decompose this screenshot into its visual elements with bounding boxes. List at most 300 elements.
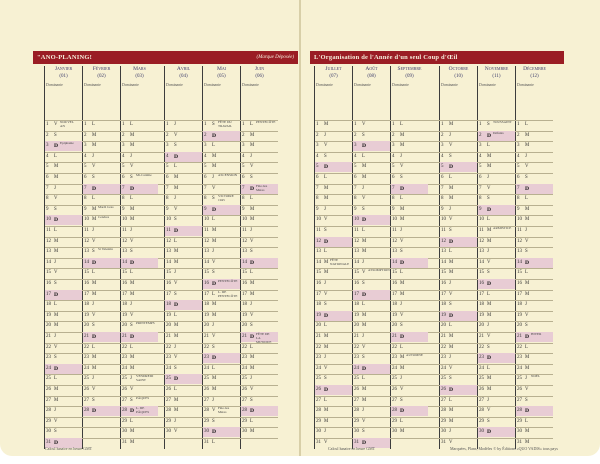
day-cell[interactable] <box>45 205 82 215</box>
day-cell[interactable] <box>391 173 428 183</box>
day-cell[interactable] <box>165 332 202 342</box>
day-cell[interactable] <box>83 194 120 204</box>
day-cell[interactable] <box>478 141 515 151</box>
day-cell[interactable] <box>241 131 278 141</box>
day-cell[interactable] <box>440 268 477 278</box>
day-cell[interactable] <box>391 406 428 416</box>
day-cell[interactable] <box>315 247 352 257</box>
day-cell[interactable] <box>516 268 553 278</box>
day-cell[interactable] <box>121 205 158 215</box>
day-cell[interactable] <box>440 215 477 225</box>
day-cell[interactable] <box>203 396 240 406</box>
day-cell[interactable] <box>391 417 428 427</box>
day-cell[interactable] <box>516 215 553 225</box>
day-cell[interactable] <box>315 321 352 331</box>
day-cell[interactable] <box>45 321 82 331</box>
day-cell[interactable] <box>83 205 120 215</box>
day-cell[interactable] <box>391 247 428 257</box>
day-cell[interactable] <box>391 332 428 342</box>
day-cell[interactable] <box>83 353 120 363</box>
day-cell[interactable] <box>391 321 428 331</box>
day-cell[interactable] <box>440 141 477 151</box>
day-cell[interactable] <box>83 406 120 416</box>
day-cell[interactable] <box>165 152 202 162</box>
day-cell[interactable] <box>478 162 515 172</box>
day-cell[interactable] <box>516 141 553 151</box>
day-cell[interactable] <box>315 215 352 225</box>
day-cell[interactable] <box>516 300 553 310</box>
day-cell[interactable] <box>391 215 428 225</box>
day-cell[interactable] <box>440 353 477 363</box>
day-cell[interactable] <box>516 184 553 194</box>
day-cell[interactable] <box>516 205 553 215</box>
day-cell[interactable] <box>83 120 120 130</box>
day-cell[interactable] <box>121 237 158 247</box>
day-cell[interactable] <box>516 120 553 130</box>
day-cell[interactable] <box>165 194 202 204</box>
day-cell[interactable] <box>203 194 240 204</box>
day-cell[interactable] <box>440 374 477 384</box>
day-cell[interactable] <box>516 321 553 331</box>
day-cell[interactable] <box>121 120 158 130</box>
day-cell[interactable] <box>516 290 553 300</box>
day-cell[interactable] <box>203 438 240 448</box>
day-cell[interactable] <box>391 237 428 247</box>
day-cell[interactable] <box>203 353 240 363</box>
day-cell[interactable] <box>203 332 240 342</box>
day-cell[interactable] <box>121 417 158 427</box>
day-cell[interactable] <box>45 162 82 172</box>
day-cell[interactable] <box>241 152 278 162</box>
day-cell[interactable] <box>315 311 352 321</box>
day-cell[interactable] <box>478 385 515 395</box>
day-cell[interactable] <box>315 353 352 363</box>
day-cell[interactable] <box>391 141 428 151</box>
day-cell[interactable] <box>241 343 278 353</box>
day-cell[interactable] <box>121 321 158 331</box>
day-cell[interactable] <box>353 417 390 427</box>
day-cell[interactable] <box>353 173 390 183</box>
day-cell[interactable] <box>353 353 390 363</box>
day-cell[interactable] <box>440 194 477 204</box>
day-cell[interactable] <box>516 364 553 374</box>
day-cell[interactable] <box>478 364 515 374</box>
day-cell[interactable] <box>203 237 240 247</box>
day-cell[interactable] <box>315 194 352 204</box>
day-cell[interactable] <box>121 438 158 448</box>
day-cell[interactable] <box>121 184 158 194</box>
day-cell[interactable] <box>478 353 515 363</box>
day-cell[interactable] <box>353 226 390 236</box>
day-cell[interactable] <box>440 364 477 374</box>
day-cell[interactable] <box>165 374 202 384</box>
day-cell[interactable] <box>241 162 278 172</box>
day-cell[interactable] <box>203 300 240 310</box>
day-cell[interactable] <box>391 152 428 162</box>
day-cell[interactable] <box>83 258 120 268</box>
day-cell[interactable] <box>45 417 82 427</box>
day-cell[interactable] <box>241 279 278 289</box>
day-cell[interactable] <box>478 300 515 310</box>
day-cell[interactable] <box>165 141 202 151</box>
day-cell[interactable] <box>353 237 390 247</box>
day-cell[interactable] <box>45 120 82 130</box>
day-cell[interactable] <box>391 343 428 353</box>
day-cell[interactable] <box>315 184 352 194</box>
day-cell[interactable] <box>165 247 202 257</box>
day-cell[interactable] <box>203 406 240 416</box>
day-cell[interactable] <box>121 406 158 416</box>
day-cell[interactable] <box>83 141 120 151</box>
day-cell[interactable] <box>241 406 278 416</box>
day-cell[interactable] <box>121 374 158 384</box>
day-cell[interactable] <box>165 173 202 183</box>
day-cell[interactable] <box>478 406 515 416</box>
day-cell[interactable] <box>203 311 240 321</box>
day-cell[interactable] <box>516 353 553 363</box>
day-cell[interactable] <box>353 300 390 310</box>
day-cell[interactable] <box>516 417 553 427</box>
day-cell[interactable] <box>391 194 428 204</box>
day-cell[interactable] <box>121 364 158 374</box>
day-cell[interactable] <box>516 343 553 353</box>
day-cell[interactable] <box>83 396 120 406</box>
day-cell[interactable] <box>391 353 428 363</box>
day-cell[interactable] <box>203 258 240 268</box>
day-cell[interactable] <box>478 290 515 300</box>
day-cell[interactable] <box>315 385 352 395</box>
day-cell[interactable] <box>45 364 82 374</box>
day-cell[interactable] <box>165 417 202 427</box>
day-cell[interactable] <box>353 311 390 321</box>
day-cell[interactable] <box>241 374 278 384</box>
day-cell[interactable] <box>83 237 120 247</box>
day-cell[interactable] <box>45 152 82 162</box>
day-cell[interactable] <box>83 321 120 331</box>
day-cell[interactable] <box>83 184 120 194</box>
day-cell[interactable] <box>440 417 477 427</box>
day-cell[interactable] <box>353 406 390 416</box>
day-cell[interactable] <box>516 173 553 183</box>
day-cell[interactable] <box>45 311 82 321</box>
day-cell[interactable] <box>516 237 553 247</box>
day-cell[interactable] <box>440 406 477 416</box>
day-cell[interactable] <box>241 300 278 310</box>
day-cell[interactable] <box>440 131 477 141</box>
day-cell[interactable] <box>83 311 120 321</box>
day-cell[interactable] <box>353 279 390 289</box>
day-cell[interactable] <box>440 120 477 130</box>
day-cell[interactable] <box>353 152 390 162</box>
day-cell[interactable] <box>83 374 120 384</box>
day-cell[interactable] <box>315 343 352 353</box>
day-cell[interactable] <box>315 205 352 215</box>
day-cell[interactable] <box>391 385 428 395</box>
day-cell[interactable] <box>353 290 390 300</box>
day-cell[interactable] <box>45 406 82 416</box>
day-cell[interactable] <box>241 247 278 257</box>
day-cell[interactable] <box>45 353 82 363</box>
day-cell[interactable] <box>121 311 158 321</box>
day-cell[interactable] <box>83 332 120 342</box>
day-cell[interactable] <box>516 332 553 342</box>
day-cell[interactable] <box>121 427 158 437</box>
day-cell[interactable] <box>165 215 202 225</box>
day-cell[interactable] <box>165 162 202 172</box>
day-cell[interactable] <box>440 332 477 342</box>
day-cell[interactable] <box>121 396 158 406</box>
day-cell[interactable] <box>83 152 120 162</box>
day-cell[interactable] <box>391 311 428 321</box>
day-cell[interactable] <box>121 194 158 204</box>
day-cell[interactable] <box>203 427 240 437</box>
day-cell[interactable] <box>121 300 158 310</box>
day-cell[interactable] <box>440 290 477 300</box>
day-cell[interactable] <box>241 205 278 215</box>
day-cell[interactable] <box>241 194 278 204</box>
day-cell[interactable] <box>516 385 553 395</box>
day-cell[interactable] <box>478 279 515 289</box>
day-cell[interactable] <box>315 406 352 416</box>
day-cell[interactable] <box>315 237 352 247</box>
day-cell[interactable] <box>121 162 158 172</box>
day-cell[interactable] <box>165 279 202 289</box>
day-cell[interactable] <box>203 290 240 300</box>
day-cell[interactable] <box>478 427 515 437</box>
day-cell[interactable] <box>440 247 477 257</box>
day-cell[interactable] <box>440 385 477 395</box>
day-cell[interactable] <box>440 279 477 289</box>
day-cell[interactable] <box>83 162 120 172</box>
day-cell[interactable] <box>440 311 477 321</box>
day-cell[interactable] <box>353 184 390 194</box>
day-cell[interactable] <box>83 226 120 236</box>
day-cell[interactable] <box>315 364 352 374</box>
day-cell[interactable] <box>45 237 82 247</box>
day-cell[interactable] <box>203 184 240 194</box>
day-cell[interactable] <box>121 141 158 151</box>
day-cell[interactable] <box>516 226 553 236</box>
day-cell[interactable] <box>315 258 352 268</box>
day-cell[interactable] <box>203 173 240 183</box>
day-cell[interactable] <box>353 162 390 172</box>
day-cell[interactable] <box>478 332 515 342</box>
day-cell[interactable] <box>391 120 428 130</box>
day-cell[interactable] <box>241 173 278 183</box>
day-cell[interactable] <box>45 173 82 183</box>
day-cell[interactable] <box>165 237 202 247</box>
day-cell[interactable] <box>315 279 352 289</box>
day-cell[interactable] <box>440 184 477 194</box>
day-cell[interactable] <box>165 184 202 194</box>
day-cell[interactable] <box>121 290 158 300</box>
day-cell[interactable] <box>83 215 120 225</box>
day-cell[interactable] <box>83 173 120 183</box>
day-cell[interactable] <box>241 141 278 151</box>
day-cell[interactable] <box>315 141 352 151</box>
day-cell[interactable] <box>478 374 515 384</box>
day-cell[interactable] <box>516 162 553 172</box>
day-cell[interactable] <box>478 205 515 215</box>
day-cell[interactable] <box>516 427 553 437</box>
day-cell[interactable] <box>478 194 515 204</box>
day-cell[interactable] <box>516 374 553 384</box>
day-cell[interactable] <box>440 321 477 331</box>
day-cell[interactable] <box>440 300 477 310</box>
day-cell[interactable] <box>165 226 202 236</box>
day-cell[interactable] <box>353 396 390 406</box>
day-cell[interactable] <box>45 427 82 437</box>
day-cell[interactable] <box>478 120 515 130</box>
day-cell[interactable] <box>478 311 515 321</box>
day-cell[interactable] <box>45 226 82 236</box>
day-cell[interactable] <box>353 321 390 331</box>
day-cell[interactable] <box>391 184 428 194</box>
day-cell[interactable] <box>353 247 390 257</box>
day-cell[interactable] <box>353 364 390 374</box>
day-cell[interactable] <box>165 353 202 363</box>
day-cell[interactable] <box>391 226 428 236</box>
day-cell[interactable] <box>516 131 553 141</box>
day-cell[interactable] <box>241 226 278 236</box>
day-cell[interactable] <box>121 268 158 278</box>
day-cell[interactable] <box>165 343 202 353</box>
day-cell[interactable] <box>478 396 515 406</box>
day-cell[interactable] <box>203 385 240 395</box>
day-cell[interactable] <box>241 353 278 363</box>
day-cell[interactable] <box>241 290 278 300</box>
day-cell[interactable] <box>165 396 202 406</box>
day-cell[interactable] <box>516 311 553 321</box>
day-cell[interactable] <box>83 279 120 289</box>
day-cell[interactable] <box>165 427 202 437</box>
day-cell[interactable] <box>241 364 278 374</box>
day-cell[interactable] <box>353 385 390 395</box>
day-cell[interactable] <box>83 385 120 395</box>
day-cell[interactable] <box>241 321 278 331</box>
day-cell[interactable] <box>83 343 120 353</box>
day-cell[interactable] <box>241 417 278 427</box>
day-cell[interactable] <box>45 268 82 278</box>
day-cell[interactable] <box>353 131 390 141</box>
day-cell[interactable] <box>121 385 158 395</box>
day-cell[interactable] <box>315 162 352 172</box>
day-cell[interactable] <box>353 268 390 278</box>
day-cell[interactable] <box>440 162 477 172</box>
day-cell[interactable] <box>241 184 278 194</box>
day-cell[interactable] <box>45 396 82 406</box>
day-cell[interactable] <box>121 343 158 353</box>
day-cell[interactable] <box>391 205 428 215</box>
day-cell[interactable] <box>241 385 278 395</box>
day-cell[interactable] <box>478 321 515 331</box>
day-cell[interactable] <box>391 290 428 300</box>
day-cell[interactable] <box>203 268 240 278</box>
day-cell[interactable] <box>391 131 428 141</box>
day-cell[interactable] <box>45 194 82 204</box>
day-cell[interactable] <box>478 226 515 236</box>
day-cell[interactable] <box>203 279 240 289</box>
day-cell[interactable] <box>440 205 477 215</box>
day-cell[interactable] <box>241 120 278 130</box>
day-cell[interactable] <box>478 258 515 268</box>
day-cell[interactable] <box>440 396 477 406</box>
day-cell[interactable] <box>203 162 240 172</box>
day-cell[interactable] <box>121 353 158 363</box>
day-cell[interactable] <box>83 300 120 310</box>
day-cell[interactable] <box>315 300 352 310</box>
day-cell[interactable] <box>203 364 240 374</box>
day-cell[interactable] <box>83 364 120 374</box>
day-cell[interactable] <box>353 215 390 225</box>
day-cell[interactable] <box>478 417 515 427</box>
day-cell[interactable] <box>83 290 120 300</box>
day-cell[interactable] <box>165 205 202 215</box>
day-cell[interactable] <box>391 279 428 289</box>
day-cell[interactable] <box>315 417 352 427</box>
day-cell[interactable] <box>121 131 158 141</box>
day-cell[interactable] <box>241 311 278 321</box>
day-cell[interactable] <box>121 258 158 268</box>
day-cell[interactable] <box>45 215 82 225</box>
day-cell[interactable] <box>121 173 158 183</box>
day-cell[interactable] <box>45 290 82 300</box>
day-cell[interactable] <box>391 300 428 310</box>
day-cell[interactable] <box>440 226 477 236</box>
day-cell[interactable] <box>241 237 278 247</box>
day-cell[interactable] <box>165 290 202 300</box>
day-cell[interactable] <box>315 268 352 278</box>
day-cell[interactable] <box>203 152 240 162</box>
day-cell[interactable] <box>391 396 428 406</box>
day-cell[interactable] <box>440 258 477 268</box>
day-cell[interactable] <box>478 237 515 247</box>
day-cell[interactable] <box>315 131 352 141</box>
day-cell[interactable] <box>478 247 515 257</box>
day-cell[interactable] <box>83 268 120 278</box>
day-cell[interactable] <box>203 205 240 215</box>
day-cell[interactable] <box>165 406 202 416</box>
day-cell[interactable] <box>203 321 240 331</box>
day-cell[interactable] <box>45 332 82 342</box>
day-cell[interactable] <box>203 374 240 384</box>
day-cell[interactable] <box>121 226 158 236</box>
day-cell[interactable] <box>391 258 428 268</box>
day-cell[interactable] <box>353 427 390 437</box>
day-cell[interactable] <box>391 268 428 278</box>
day-cell[interactable] <box>478 131 515 141</box>
day-cell[interactable] <box>45 247 82 257</box>
day-cell[interactable] <box>203 417 240 427</box>
day-cell[interactable] <box>516 194 553 204</box>
day-cell[interactable] <box>353 120 390 130</box>
day-cell[interactable] <box>353 205 390 215</box>
day-cell[interactable] <box>165 120 202 130</box>
day-cell[interactable] <box>83 131 120 141</box>
day-cell[interactable] <box>353 141 390 151</box>
day-cell[interactable] <box>165 364 202 374</box>
day-cell[interactable] <box>121 152 158 162</box>
day-cell[interactable] <box>121 215 158 225</box>
day-cell[interactable] <box>315 374 352 384</box>
day-cell[interactable] <box>45 131 82 141</box>
day-cell[interactable] <box>203 343 240 353</box>
day-cell[interactable] <box>478 215 515 225</box>
day-cell[interactable] <box>165 385 202 395</box>
day-cell[interactable] <box>45 385 82 395</box>
day-cell[interactable] <box>391 162 428 172</box>
day-cell[interactable] <box>516 258 553 268</box>
